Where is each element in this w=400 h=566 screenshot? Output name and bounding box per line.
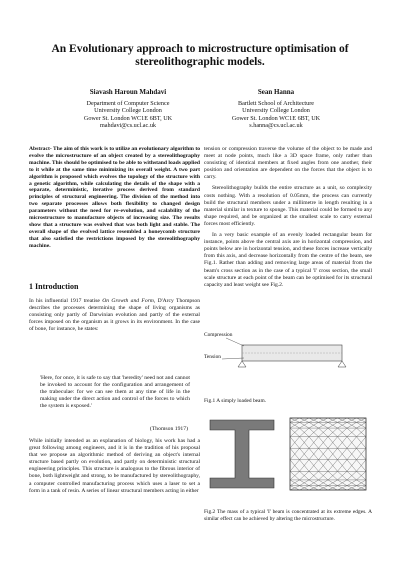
- author-name: Sean Hanna: [257, 88, 295, 96]
- figure-2: [204, 412, 372, 496]
- tension-label: Tension: [204, 354, 221, 360]
- figure-1-caption: Fig.1 A simply loaded beam.: [204, 398, 266, 404]
- author-org: University College London: [242, 107, 310, 115]
- section-heading: 1 Introduction: [29, 282, 79, 291]
- intro-text: In his influential 1917 treatise: [29, 298, 103, 304]
- compression-label: Compression: [204, 332, 233, 338]
- paper-title: [20, 43, 380, 69]
- intro-paragraph-1: [29, 298, 200, 333]
- body-paragraph: In a very basic example of an evenly loaded rectangular beam for instance, points above the central axis are in horizontal compression, and points below are in horizontal tension, and these forces increase vertically from this axis, and decrease horizontally from the centre of the beam, see Fig.1. Rather than adding and removing large areas of material from the beam's cross section as in the case of a typical 'I' cross section, the small scale structure at each point of the beam can be optimised for its structural capacity and least weight see Fig.2.: [204, 232, 372, 288]
- author-name: Siavash Haroun Mahdavi: [89, 88, 167, 96]
- beam-diagram: [204, 317, 372, 377]
- author-address: Gower St. London WC1E 6BT, UK: [83, 114, 173, 122]
- figure-1: [204, 317, 372, 377]
- figure-2-caption: Fig.2 The mass of a typical 'I' beam is concentrated at its extreme edges. A similar effect can be achieved by altering the microstructure.: [204, 509, 372, 522]
- author-address: Gower St. London WC1E 6BT, UK: [231, 114, 321, 122]
- abstract: Abstract- The aim of this work is to utilize an evolutionary algorithm to evolve the microstructure of an object created by a stereolithography machine. This should be optimised to be able to withstand loads applied to it while at the same time minimizing its overall weight. A two part algorithm is proposed which evolves the topology of the structure with a genetic algorithm, while calculating the details of the shape with a separate, deterministic, iterative process derived from standard principles of structural engineering. The division of the method into two separate processes allows both flexibility to changed design parameters without the need for re-evolution, and scalability of the microstructure to manufacture objects of increasing size. The results show that a structure was evolved that was both light and stable. The overall shape of the evolved lattice resembled a honeycomb structure that also satisfied the restrictions imposed by the stereolithography machine.: [29, 146, 200, 249]
- author-affiliation: Bartlett School of Architecture: [237, 99, 315, 107]
- author-org: University College London: [94, 107, 162, 115]
- author-block-2: [186, 89, 366, 130]
- right-column: [204, 146, 372, 293]
- quote-attribution: (Thomson 1917): [149, 426, 188, 432]
- block-quote: 'Here, for once, it is safe to say that 'heredity' need not and cannot be invoked to account for the configuration and arrangement of the trabeculae: for we can see them at any time of life in the making under the direct action and control of the forces to which the system is exposed.': [40, 375, 190, 409]
- body-paragraph: Stereolithography builds the entire structure as a unit, so complexity costs nothing. With a resolution of 0.05mm, the process can currently build the structural members under a millimetre in length resulting in a material similar in texture to sponge. This material could be formed to any shape required, and be organized at the smallest scale to carry external forces most efficiently.: [204, 185, 372, 227]
- author-email: mahdavi@cs.ucl.ac.uk: [99, 122, 157, 130]
- intro-paragraph-2: While initially intended as an explanation of biology, his work has had a great following among engineers, and it is in the tradition of his proposal that we propose an algorithmic method of deriving an object's internal structure based partly on evolution, and partly on deterministic structural engineering principles. This structure is analogous to the fibrous interior of bone, both lightweight and strong, to be manufactured by stereolithography, a computer controlled manufacturing process which uses a laser to set a form in a tank of resin. A series of linear structural members acting in either: [29, 438, 200, 494]
- author-email: s.hanna@cs.ucl.ac.uk: [249, 122, 303, 130]
- lattice-beam-section: [290, 418, 366, 490]
- intro-text: D'Arcy Thompson describes the processes determining the shape of living organisms as consisting only partly of Darwinian evolution and partly of the external forces imposed on the organism as it grows in its environment. In the case of bone, for instance, he states:: [29, 298, 200, 333]
- title-line-1: An Evolutionary approach to microstructure optimisation of: [51, 43, 349, 55]
- book-title: On Growth and Form,: [102, 298, 156, 304]
- title-line-2: stereolithographic models.: [135, 56, 265, 68]
- i-beam-section: [210, 420, 274, 488]
- body-paragraph: tension or compression traverse the volume of the object to be made and meet at node points, much like a 3D space frame, only rather than consisting of identical members at fixed angles from one another, their position and orientation are dependent on the forces that the object is to carry.: [204, 146, 372, 181]
- author-affiliation: Department of Computer Science: [86, 99, 170, 107]
